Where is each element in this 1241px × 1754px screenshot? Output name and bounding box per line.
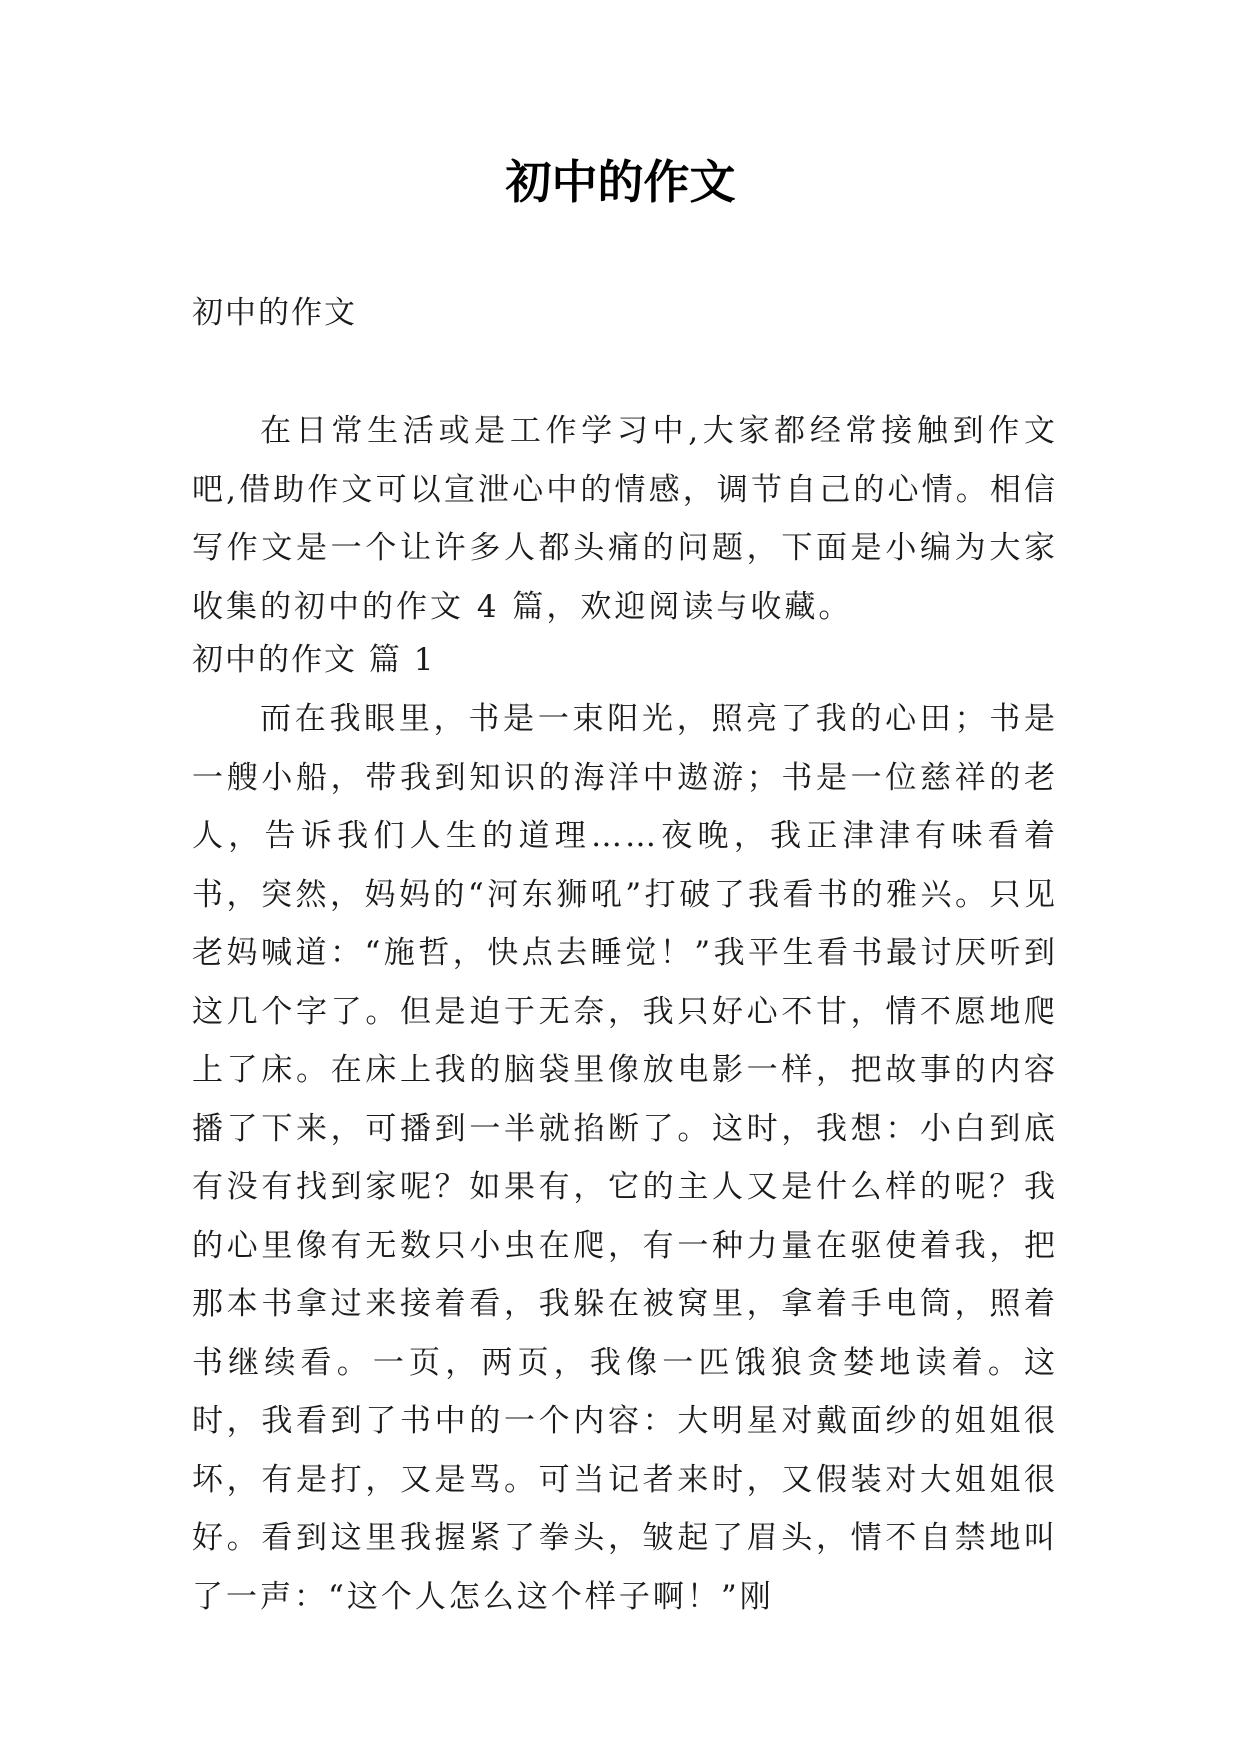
intro-paragraph: 在日常生活或是工作学习中,大家都经常接触到作文吧,借助作文可以宣泄心中的情感，调节自己的心情。相信写作文是一个让许多人都头痛的问题，下面是小编为大家收集的初中的作文 4 篇，欢迎阅读与收藏。 bbox=[192, 413, 1058, 625]
essay-paragraph: 而在我眼里，书是一束阳光，照亮了我的心田；书是一艘小船，带我到知识的海洋中遨游；书是一位慈祥的老人，告诉我们人生的道理……夜晚，我正津津有味看着书，突然，妈妈的“河东狮吼”打破了我看书的雅兴。只见老妈喊道：“施哲，快点去睡觉！”我平生看书最讨厌听到这几个字了。但是迫于无奈，我只好心不甘，情不愿地爬上了床。在床上我的脑袋里像放电影一样，把故事的内容播了下来，可播到一半就掐断了。这时，我想：小白到底有没有找到家呢？如果有，它的主人又是什么样的呢？我的心里像有无数只小虫在爬，有一种力量在驱使着我，把那本书拿过来接着看，我躲在被窝里，拿着手电筒，照着书继续看。一页，两页，我像一匹饿狼贪婪地读着。这时，我看到了书中的一个内容：大明星对戴面纱的姐姐很坏，有是打，又是骂。可当记者来时，又假装对大姐姐很好。看到这里我握紧了拳头，皱起了眉头，情不自禁地叫了一声：“这个人怎么这个样子啊！”刚 bbox=[192, 701, 1058, 1615]
document-title: 初中的作文 bbox=[505, 155, 736, 209]
document-subtitle: 初中的作文 bbox=[192, 295, 357, 331]
section-heading: 初中的作文 篇 1 bbox=[192, 642, 436, 678]
